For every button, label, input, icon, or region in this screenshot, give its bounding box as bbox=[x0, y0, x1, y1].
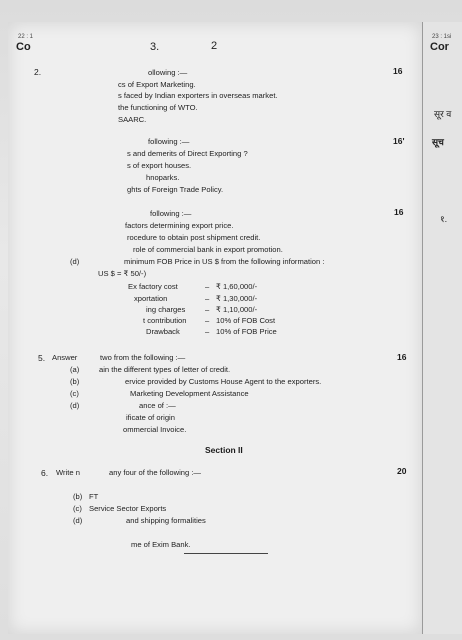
cost-dash: – bbox=[205, 282, 210, 291]
question-line: following :— bbox=[148, 137, 190, 146]
cost-label: Drawback bbox=[146, 327, 180, 336]
cost-value: ₹ 1,30,000/- bbox=[216, 294, 258, 303]
question-line: ain the different types of letter of credit. bbox=[99, 365, 231, 374]
question-line: following :— bbox=[150, 209, 192, 218]
cost-dash: – bbox=[205, 316, 210, 325]
question-heading: Write n bbox=[56, 468, 80, 477]
question-line: cs of Export Marketing. bbox=[118, 80, 196, 89]
cost-dash: – bbox=[205, 305, 210, 314]
question-heading: any four of the following :— bbox=[109, 468, 202, 477]
right-strip-line: १. bbox=[440, 214, 448, 224]
option-label: (d) bbox=[70, 401, 80, 410]
question-heading: two from the following :— bbox=[100, 353, 186, 362]
question-line: s and demerits of Direct Exporting ? bbox=[127, 149, 248, 158]
question-line: s faced by Indian exporters in overseas market. bbox=[118, 91, 278, 100]
option-label: (b) bbox=[73, 492, 83, 501]
question-number: 6. bbox=[41, 468, 49, 478]
right-strip-line: सूच bbox=[432, 137, 444, 147]
page-number: 2 bbox=[211, 40, 218, 52]
question-line: role of commercial bank in export promotion. bbox=[133, 245, 283, 254]
question-marks: 16 bbox=[393, 66, 403, 76]
header-course: Co bbox=[16, 41, 31, 53]
header-code: 22 : 1 bbox=[18, 34, 34, 40]
cost-label: t contribution bbox=[143, 316, 187, 325]
question-line: rocedure to obtain post shipment credit. bbox=[127, 233, 261, 242]
option-label: (c) bbox=[73, 504, 82, 513]
option-label: (c) bbox=[70, 389, 79, 398]
question-line: the functioning of WTO. bbox=[118, 103, 198, 112]
cost-label: Ex factory cost bbox=[128, 282, 178, 291]
question-line: ollowing :— bbox=[148, 68, 188, 77]
right-header-code: 23 : 1si bbox=[432, 34, 452, 40]
header-course-code: 3. bbox=[150, 41, 160, 53]
question-marks: 16' bbox=[393, 136, 405, 146]
end-rule bbox=[184, 553, 268, 554]
question-line: ommercial Invoice. bbox=[123, 425, 187, 434]
cost-dash: – bbox=[205, 294, 210, 303]
question-line: (d) bbox=[70, 257, 80, 266]
question-line: s of export houses. bbox=[127, 161, 192, 170]
question-number: 2. bbox=[34, 67, 42, 77]
cost-value: ₹ 1,60,000/- bbox=[216, 282, 258, 291]
question-line: me of Exim Bank. bbox=[131, 540, 191, 549]
question-line: ificate of origin bbox=[126, 413, 175, 422]
right-strip-line: सूर व bbox=[434, 109, 452, 119]
question-line: US $ = ₹ 50/-) bbox=[98, 269, 147, 278]
question-marks: 16 bbox=[397, 352, 407, 362]
question-line: ervice provided by Customs House Agent to the exporters. bbox=[125, 377, 322, 386]
question-line: ghts of Foreign Trade Policy. bbox=[127, 185, 224, 194]
cost-value: ₹ 1,10,000/- bbox=[216, 305, 258, 314]
question-marks: 16 bbox=[394, 207, 404, 217]
option-label: (d) bbox=[73, 516, 83, 525]
question-number: 5. bbox=[38, 353, 46, 363]
question-line: FT bbox=[89, 492, 99, 501]
cost-label: ing charges bbox=[146, 305, 186, 314]
option-label: (b) bbox=[70, 377, 80, 386]
cost-value: 10% of FOB Cost bbox=[216, 316, 276, 325]
cost-label: xportation bbox=[134, 294, 168, 303]
question-line: Marketing Development Assistance bbox=[130, 389, 249, 398]
question-marks: 20 bbox=[397, 466, 407, 476]
cost-dash: – bbox=[205, 327, 210, 336]
section-title: Section II bbox=[205, 445, 243, 455]
question-line: minimum FOB Price in US $ from the following information : bbox=[124, 257, 325, 266]
question-line: factors determining export price. bbox=[125, 221, 234, 230]
exam-page bbox=[8, 22, 422, 634]
right-header-course: Cor bbox=[430, 41, 449, 53]
question-line: hnoparks. bbox=[146, 173, 180, 182]
question-line: Service Sector Exports bbox=[89, 504, 167, 513]
option-label: (a) bbox=[70, 365, 80, 374]
question-line: SAARC. bbox=[118, 115, 147, 124]
question-line: ance of :— bbox=[139, 401, 176, 410]
question-heading: Answer bbox=[52, 353, 78, 362]
cost-value: 10% of FOB Price bbox=[216, 327, 277, 336]
question-line: and shipping formalities bbox=[126, 516, 206, 525]
